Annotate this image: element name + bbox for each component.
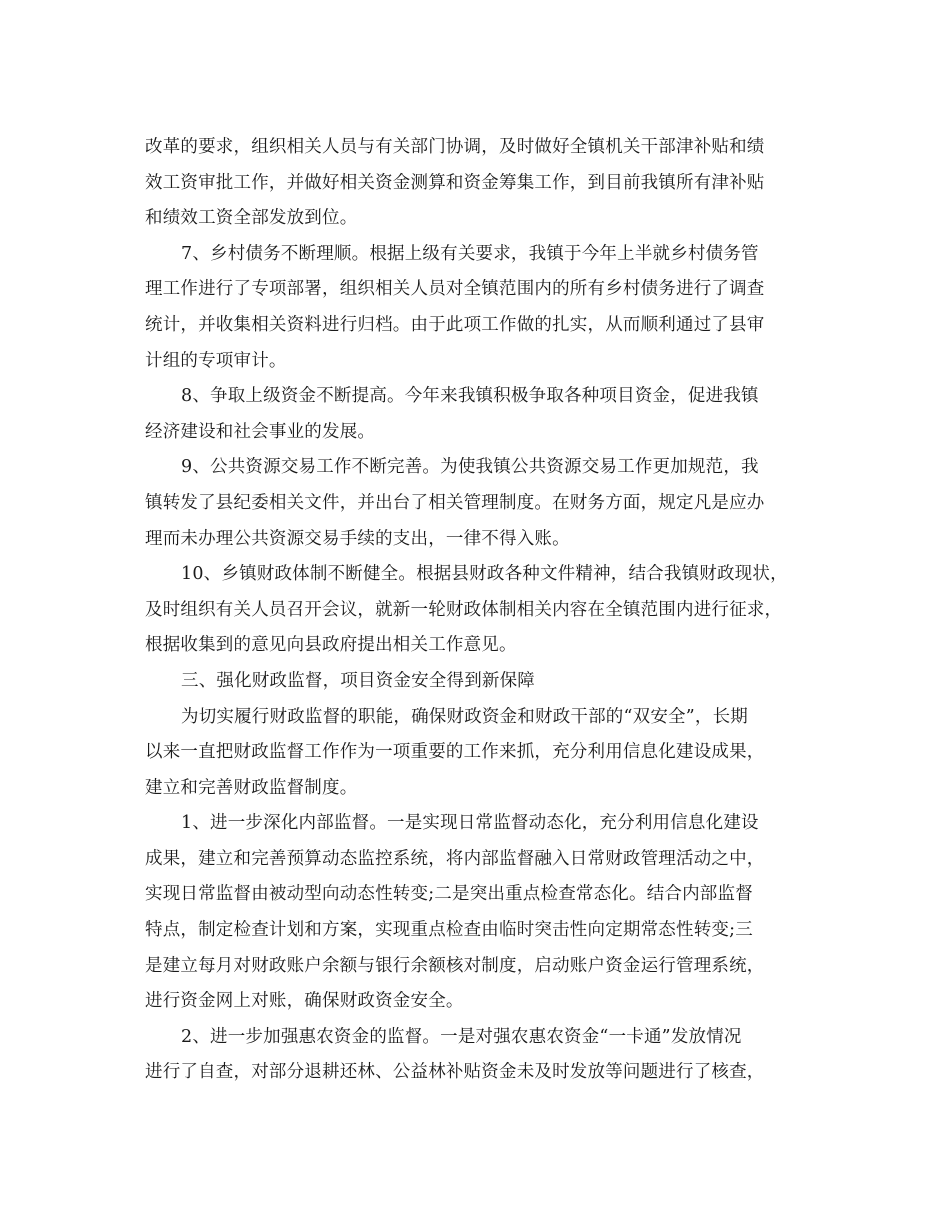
text-line: 1、进一步深化内部监督。一是实现日常监督动态化，充分利用信息化建设 — [181, 813, 759, 834]
document-body — [145, 130, 805, 1091]
text-line: 及时组织有关人员召开会议，就新一轮财政体制相关内容在全镇范围内进行征求， — [145, 599, 783, 620]
text-line: 镇转发了县纪委相关文件，并出台了相关管理制度。在财务方面，规定凡是应办 — [145, 492, 765, 513]
text-line: 以来一直把财政监督工作作为一项重要的工作来抓，充分利用信息化建设成果， — [145, 742, 765, 763]
text-line: 理工作进行了专项部署，组织相关人员对全镇范围内的所有乡村债务进行了调查 — [145, 279, 765, 300]
text-line: 改革的要求，组织相关人员与有关部门协调，及时做好全镇机关干部津补贴和绩 — [145, 137, 765, 157]
text-line: 和绩效工资全部发放到位。 — [145, 208, 358, 229]
text-line: 2、进一步加强惠农资金的监督。一是对强农惠农资金“一卡通”发放情况 — [181, 1026, 742, 1047]
text-line: 是建立每月对财政账户余额与银行余额核对制度，启动账户资金运行管理系统， — [145, 955, 765, 976]
text-line: 实现日常监督由被动型向动态性转变;二是突出重点检查常态化。结合内部监督 — [145, 884, 753, 905]
text-line: 统计，并收集相关资料进行归档。由于此项工作做的扎实，从而顺利通过了县审 — [145, 314, 765, 335]
text-line: 经济建设和社会事业的发展。 — [145, 421, 376, 442]
text-line: 进行资金网上对账，确保财政资金安全。 — [145, 991, 464, 1012]
text-line: 根据收集到的意见向县政府提出相关工作意见。 — [145, 635, 517, 656]
text-line: 为切实履行财政监督的职能，确保财政资金和财政干部的“双安全”，长期 — [181, 706, 748, 727]
text-line: 成果，建立和完善预算动态监控系统，将内部监督融入日常财政管理活动之中， — [145, 848, 765, 869]
text-line: 9、公共资源交易工作不断完善。为使我镇公共资源交易工作更加规范，我 — [181, 457, 759, 478]
text-line: 理而未办理公共资源交易手续的支出，一律不得入账。 — [145, 528, 570, 549]
text-line: 计组的专项审计。 — [145, 350, 287, 371]
text-line: 效工资审批工作，并做好相关资金测算和资金筹集工作，到目前我镇所有津补贴 — [145, 172, 765, 193]
text-line: 10、乡镇财政体制不断健全。根据县财政各种文件精神，结合我镇财政现状， — [181, 564, 788, 585]
text-line: 8、争取上级资金不断提高。今年来我镇积极争取各种项目资金，促进我镇 — [181, 386, 759, 407]
text-line: 特点，制定检查计划和方案，实现重点检查由临时突击性向定期常态性转变;三 — [145, 920, 753, 941]
text-line: 建立和完善财政监督制度。 — [145, 777, 358, 798]
text-line: 7、乡村债务不断理顺。根据上级有关要求，我镇于今年上半就乡村债务管 — [181, 243, 759, 264]
text-line: 进行了自查，对部分退耕还林、公益林补贴资金未及时发放等问题进行了核查， — [145, 1062, 765, 1083]
text-line: 三、强化财政监督，项目资金安全得到新保障 — [181, 670, 535, 691]
